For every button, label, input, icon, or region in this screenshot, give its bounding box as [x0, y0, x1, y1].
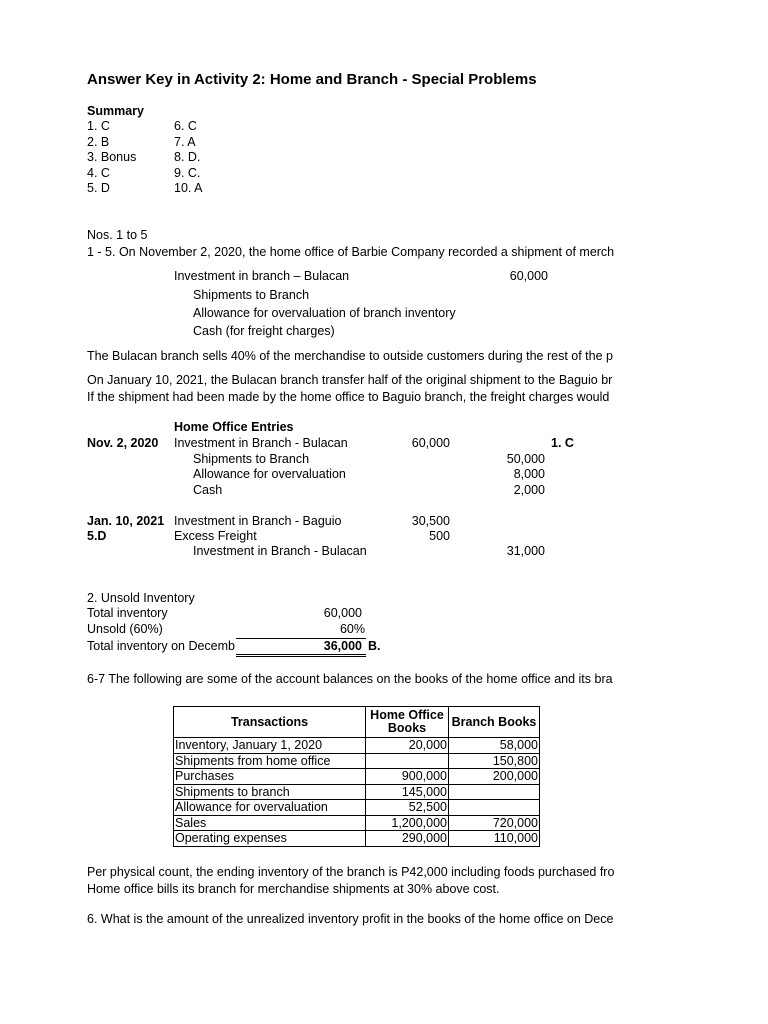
journal-credit: 50,000 — [506, 452, 545, 466]
table-row — [174, 769, 540, 785]
answer-label: 1. C — [551, 436, 574, 450]
table-row — [174, 831, 540, 847]
table-cell: 900,000 — [366, 769, 449, 785]
summary-answer: 3. Bonus — [87, 150, 137, 165]
table-row — [174, 815, 540, 831]
summary-answer: 9. C. — [174, 165, 201, 180]
table-row — [174, 738, 540, 754]
table-cell: Purchases — [174, 769, 366, 785]
table-cell — [449, 800, 540, 816]
computation-label: Total inventory — [87, 606, 168, 620]
table-cell — [449, 784, 540, 800]
computation-label: Total inventory on Decemb — [87, 639, 235, 653]
table-cell: 145,000 — [366, 784, 449, 800]
table-row — [174, 784, 540, 800]
double-underline — [236, 656, 366, 657]
table-cell: 52,500 — [366, 800, 449, 816]
problem-paragraph: Home office bills its branch for merchandise shipments at 30% above cost. — [87, 882, 500, 896]
entry-date: Nov. 2, 2020 — [87, 436, 159, 450]
summary-column-2 — [174, 104, 203, 196]
journal-credit: 2,000 — [513, 483, 545, 497]
summary-answer: 6. C — [174, 119, 197, 134]
table-cell: 720,000 — [449, 815, 540, 831]
entry-account: Investment in branch – Bulacan — [174, 269, 350, 283]
problem-intro: 1 - 5. On November 2, 2020, the home office of Barbie Company recorded a shipment of merch — [87, 245, 615, 259]
computation-label: Unsold (60%) — [87, 622, 163, 636]
answer-label: 5.D — [87, 529, 107, 543]
journal-account: Investment in Branch - Baguio — [174, 514, 342, 528]
journal-account: Shipments to Branch — [193, 452, 310, 466]
table-cell: 58,000 — [449, 738, 540, 754]
table-row — [174, 800, 540, 816]
entry-date: Jan. 10, 2021 — [87, 514, 165, 528]
summary-answer: 2. B — [87, 134, 110, 149]
problem-range-label: Nos. 1 to 5 — [87, 228, 148, 242]
table-cell: Shipments from home office — [174, 753, 366, 769]
summary-answer: 8. D. — [174, 150, 201, 165]
journal-credit: 31,000 — [506, 544, 545, 558]
journal-account: Investment in Branch - Bulacan — [174, 436, 348, 450]
double-underline — [236, 654, 366, 655]
journal-account: Cash — [193, 483, 223, 497]
page-title: Answer Key in Activity 2: Home and Branch - Special Problems — [87, 71, 537, 88]
summary-answer: 1. C — [87, 119, 110, 134]
table-cell: Sales — [174, 815, 366, 831]
column-header: Transactions — [174, 707, 366, 738]
summary-heading: Summary — [87, 104, 144, 118]
journal-credit: 8,000 — [513, 467, 545, 481]
section-heading: Home Office Entries — [174, 420, 294, 434]
table-row — [174, 753, 540, 769]
summary-answer: 7. A — [174, 134, 196, 149]
table-cell: 150,800 — [449, 753, 540, 769]
table-cell: 20,000 — [366, 738, 449, 754]
table-header-row — [174, 707, 540, 738]
question-text: 6. What is the amount of the unrealized inventory profit in the books of the home office on Dece — [87, 912, 614, 926]
column-header: Home Office Books — [366, 707, 449, 738]
table-cell: 200,000 — [449, 769, 540, 785]
computation-heading: 2. Unsold Inventory — [87, 591, 195, 605]
journal-account: Excess Freight — [174, 529, 257, 543]
journal-debit: 30,500 — [411, 514, 450, 528]
table-cell: 1,200,000 — [366, 815, 449, 831]
account-balances-table — [173, 706, 540, 847]
table-cell: 110,000 — [449, 831, 540, 847]
summary-answer: 10. A — [174, 180, 203, 195]
problem-paragraph: If the shipment had been made by the home office to Baguio branch, the freight charges would — [87, 390, 610, 404]
table-cell: Inventory, January 1, 2020 — [174, 738, 366, 754]
problem-paragraph: On January 10, 2021, the Bulacan branch transfer half of the original shipment to the Baguio br — [87, 373, 613, 387]
computation-value: 60% — [339, 622, 365, 636]
total-rule — [236, 638, 366, 639]
summary-column-1 — [87, 104, 144, 196]
table-cell: Shipments to branch — [174, 784, 366, 800]
journal-debit: 500 — [429, 529, 450, 543]
journal-debit: 60,000 — [411, 436, 450, 450]
problem-intro: 6-7 The following are some of the account balances on the books of the home office and its bra — [87, 672, 613, 686]
entry-amount: 60,000 — [509, 269, 548, 283]
entry-account: Allowance for overvaluation of branch inventory — [193, 306, 456, 320]
table-cell: 290,000 — [366, 831, 449, 847]
journal-account: Allowance for overvaluation — [193, 467, 346, 481]
entry-account: Shipments to Branch — [193, 288, 310, 302]
summary-answer: 5. D — [87, 180, 110, 195]
table-cell: Operating expenses — [174, 831, 366, 847]
answer-label: B. — [368, 639, 381, 653]
journal-account: Investment in Branch - Bulacan — [193, 544, 367, 558]
column-header: Branch Books — [449, 707, 540, 738]
computation-value: 60,000 — [323, 606, 362, 620]
table-cell — [366, 753, 449, 769]
summary-answer: 4. C — [87, 165, 110, 180]
computation-total: 36,000 — [323, 639, 362, 653]
entry-account: Cash (for freight charges) — [193, 324, 335, 338]
problem-paragraph: The Bulacan branch sells 40% of the merchandise to outside customers during the rest of the p — [87, 349, 613, 363]
table-cell: Allowance for overvaluation — [174, 800, 366, 816]
problem-paragraph: Per physical count, the ending inventory of the branch is P42,000 including foods purchased fro — [87, 865, 615, 879]
